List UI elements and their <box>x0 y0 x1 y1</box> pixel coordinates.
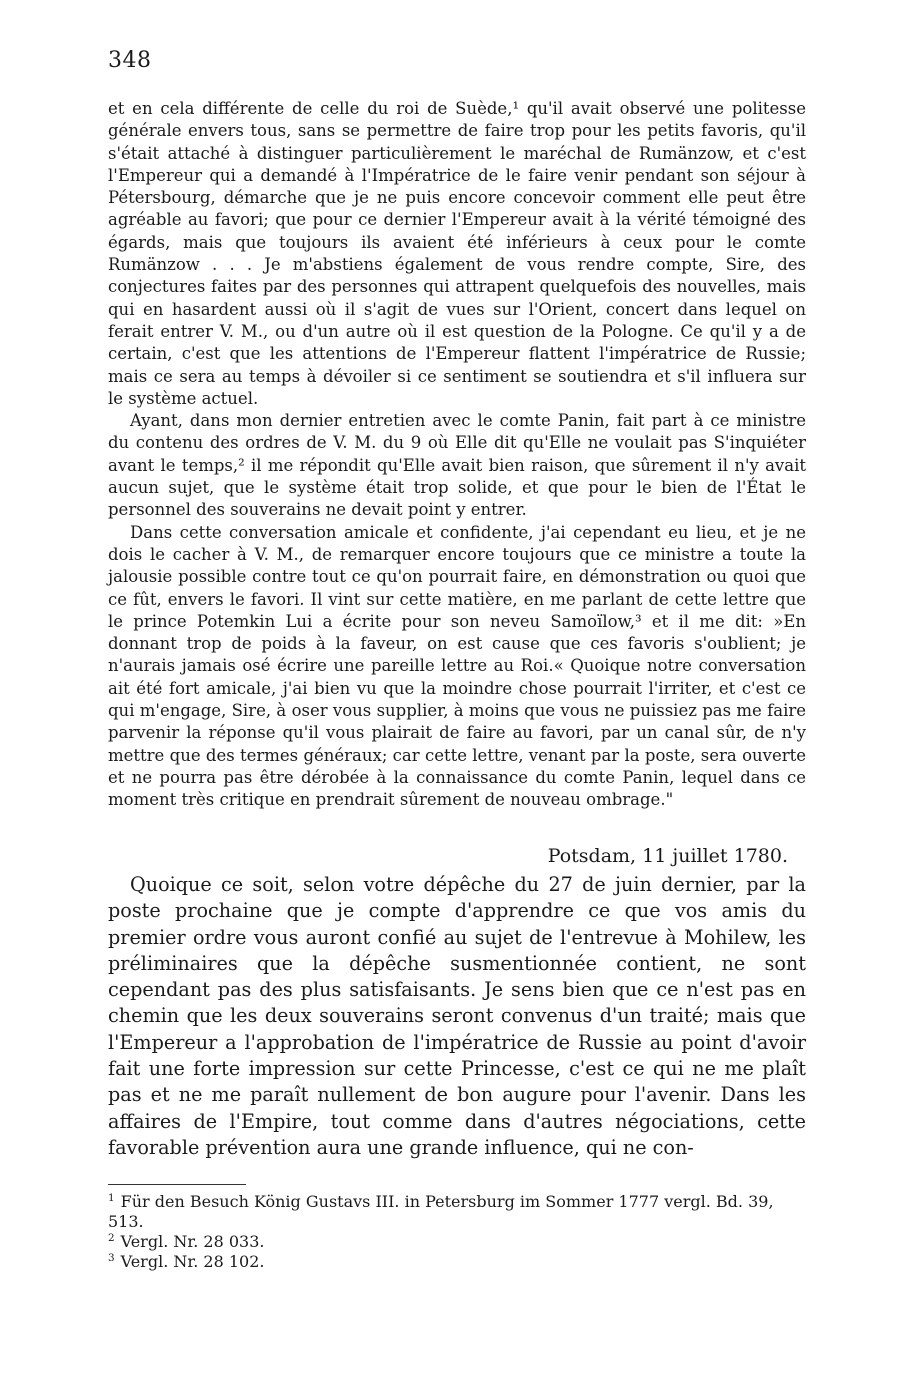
letter-body <box>108 872 806 1161</box>
dateline: Potsdam, 11 juillet 1780. <box>547 845 788 867</box>
footnote-mark: 3 <box>108 1251 115 1264</box>
footnote-1 <box>108 1192 806 1232</box>
quoted-dispatch <box>108 98 806 812</box>
footnote-divider <box>108 1184 246 1185</box>
body-paragraph: Quoique ce soit, selon votre dépêche du 27 de juin dernier, par la poste prochaine que je compte d'apprendre ce que vos amis du premier ordre vous auront confié au sujet de l'entrevue à Mohilew, les préliminaires que la dépêche susmentionnée contient, ne sont cependant pas des plus satisfaisants. Je sens bien que ce n'est pas en chemin que les deux souverains seront convenus d'un traité; mais que l'Empereur a l'approbation de l'impératrice de Russie au point d'avoir fait une forte impression sur cette Princesse, c'est ce qui ne me plaît pas et ne me paraît nullement de bon augure pour l'avenir. Dans les affaires de l'Empire, tout comme dans d'autres négociations, cette favorable prévention aura une grande influence, qui ne con- <box>108 873 806 1159</box>
quote-paragraph: Dans cette conversation amicale et confidente, j'ai cependant eu lieu, et je ne dois le cacher à V. M., de remarquer encore toujours que ce ministre a toute la jalousie possible contre tout ce qu'on pourrait faire, en démonstration ou quoi que ce fût, envers le favori. Il vint sur cette matière, en me parlant de cette lettre que le prince Potemkin Lui a écrite pour son neveu Samoïlow,³ et il me dit: »En donnant trop de poids à la faveur, on est cause que ces favoris s'oublient; je n'aurais jamais osé écrire une pareille lettre au Roi.« Quoique notre conversation ait été fort amicale, j'ai bien vu que la moindre chose pourrait l'irriter, et c'est ce qui m'engage, Sire, à oser vous supplier, à moins que vous ne puissiez pas me faire parvenir la réponse qu'il vous plairait de faire au favori, par un canal sûr, de n'y mettre que des termes généraux; car cette lettre, venant par la poste, sera ouverte et ne pourra pas être dérobée à la connaissance du comte Panin, lequel dans ce moment très critique en prendrait sûrement de nouveau ombrage." <box>108 522 806 810</box>
quote-paragraph: et en cela différente de celle du roi de Suède,¹ qu'il avait observé une politesse générale envers tous, sans se permettre de faire trop pour les petits favoris, qu'il s'était attaché à distinguer particulièrement le maréchal de Rumänzow, et c'est l'Empereur qui a demandé à l'Impératrice de le faire venir pendant son séjour à Pétersbourg, démarche que je ne puis encore concevoir comment elle peut être agréable au favori; que pour ce dernier l'Empereur avait à la vérité témoigné des égards, mais que toujours ils avaient été inférieurs à ceux pour le comte Rumänzow . . . Je m'abstiens également de vous rendre compte, Sire, des conjectures faites par des personnes qui attrapent quelquefois des nouvelles, mais qui en hasardent aussi où il s'agit de vues sur l'Orient, concert dans lequel on ferait entrer V. M., ou d'un autre où il est question de la Pologne. Ce qu'il y a de certain, c'est que les attentions de l'Empereur flattent l'impératrice de Russie; mais ce sera au temps à dévoiler si ce sentiment se soutiendra et s'il influera sur le système actuel. <box>108 99 806 408</box>
footnote-3 <box>108 1252 806 1272</box>
footnote-2 <box>108 1232 806 1252</box>
footnote-text: Vergl. Nr. 28 033. <box>120 1232 265 1251</box>
footnote-mark: 1 <box>108 1191 115 1204</box>
footnote-text: Vergl. Nr. 28 102. <box>120 1252 265 1271</box>
footnote-text: Für den Besuch König Gustavs III. in Petersburg im Sommer 1777 vergl. Bd. 39, 513. <box>108 1192 774 1231</box>
quote-paragraph: Ayant, dans mon dernier entretien avec le comte Panin, fait part à ce ministre du contenu des ordres de V. M. du 9 où Elle dit qu'Elle ne voulait pas S'inquiéter avant le temps,² il me répondit qu'Elle avait bien raison, que sûrement il n'y avait aucun sujet, que le système était trop solide, et que pour le bien de l'État le personnel des souverains ne devait point y entrer. <box>108 411 806 520</box>
footnotes <box>108 1192 806 1272</box>
page-number: 348 <box>108 48 152 73</box>
footnote-mark: 2 <box>108 1231 115 1244</box>
